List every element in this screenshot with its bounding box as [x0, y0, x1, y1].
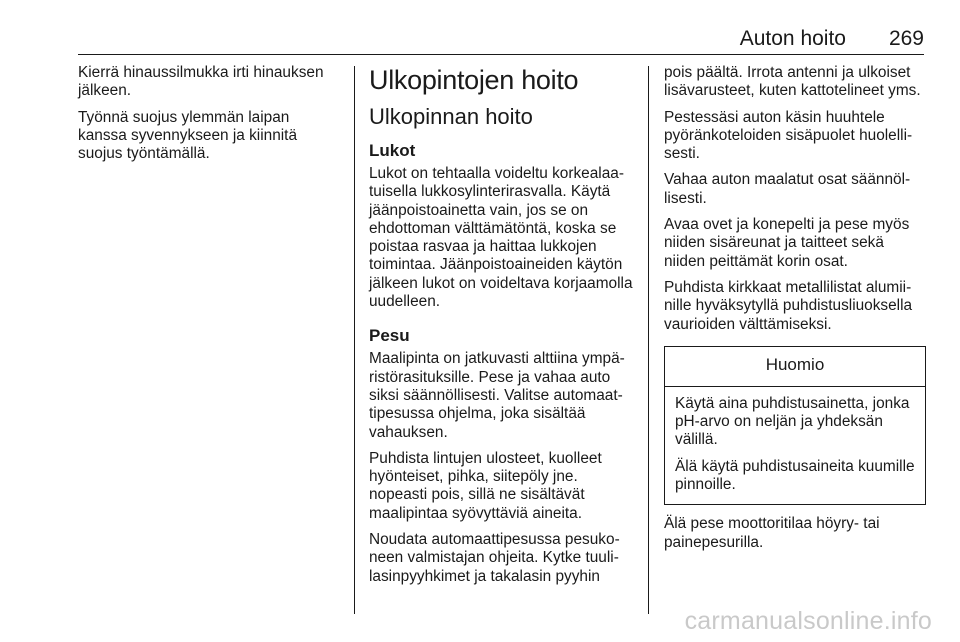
paragraph: Älä pese moottoritilaa höyry- tai painepesurilla. — [664, 515, 880, 551]
paragraph: Puhdista kirkkaat metallilistat alumiinille hyväksytyllä puhdistusliuoksella vaurioiden välttämiseksi. — [664, 278, 913, 333]
locks-text: Lukot on tehtaalla voideltu korkealaatuisella lukkosylinterirasvalla. Käytä jäänpoistoainetta vain, jos se on ehdottoman välttämätöntä, koska se poistaa rasvaa ja haittaa lukkojen toimintaa. Jäänpoistoaineiden käytön jälkeen lukot on voideltava korjaamolla uudelleen. — [369, 165, 633, 311]
column-2 — [369, 64, 634, 594]
watermark: carmanualsonline.info — [684, 607, 932, 635]
page-header — [78, 26, 924, 56]
note-paragraph: Käytä aina puhdistusainetta, jonka pH-arvo on neljän ja yhdeksän välillä. — [675, 394, 910, 449]
paragraph: Avaa ovet ja konepelti ja pese myös niiden sisäreunat ja taitteet sekä niiden peittämät korin osat. — [664, 216, 910, 270]
note-title: Huomio — [665, 347, 925, 387]
column-divider-1 — [354, 66, 355, 614]
paragraph: Puhdista lintujen ulosteet, kuolleet hyönteiset, pihka, siitepöly jne. nopeasti pois, sillä ne sisältävät maalipintaa syövyttäviä aineita. — [369, 449, 602, 522]
paragraph: pois päältä. Irrota antenni ja ulkoiset lisävarusteet, kuten kattotelineet yms. — [664, 64, 921, 100]
header-rule — [78, 54, 924, 55]
note-body — [665, 387, 925, 504]
note-paragraph: Älä käytä puhdistusaineita kuumille pinnoille. — [675, 457, 915, 494]
paragraph: Vahaa auton maalatut osat säännöllisesti. — [664, 171, 911, 207]
wash-heading: Pesu — [369, 326, 410, 346]
column-1 — [78, 64, 340, 171]
subsection-title: Ulkopinnan hoito — [369, 104, 533, 129]
paragraph: Maalipinta on jatkuvasti alttiina ympäristörasituksille. Pese ja vahaa auto siksi säännöllisesti. Valitse automaattipesussa ohjelma, joka sisältää vahauksen. — [369, 350, 625, 441]
locks-heading: Lukot — [369, 141, 416, 160]
paragraph: Pestessäsi auton käsin huuhtele pyöränkoteloiden sisäpuolet huolellisesti. — [664, 108, 913, 163]
note-box — [664, 346, 926, 505]
header-title: Auton hoito — [739, 27, 846, 50]
page-number: 269 — [888, 27, 924, 50]
paragraph: Työnnä suojus ylemmän laipan kanssa syvennykseen ja kiinnitä suojus työntämällä. — [78, 108, 298, 163]
column-3 — [664, 64, 926, 560]
paragraph: Kierrä hinaussilmukka irti hinauksen jälkeen. — [78, 64, 324, 100]
column-divider-2 — [648, 66, 649, 614]
paragraph: Noudata automaattipesussa pesukoneen valmistajan ohjeita. Kytke tuulilasinpyyhkimet ja takalasin pyyhin — [369, 531, 620, 585]
section-title: Ulkopintojen hoito — [369, 65, 579, 95]
